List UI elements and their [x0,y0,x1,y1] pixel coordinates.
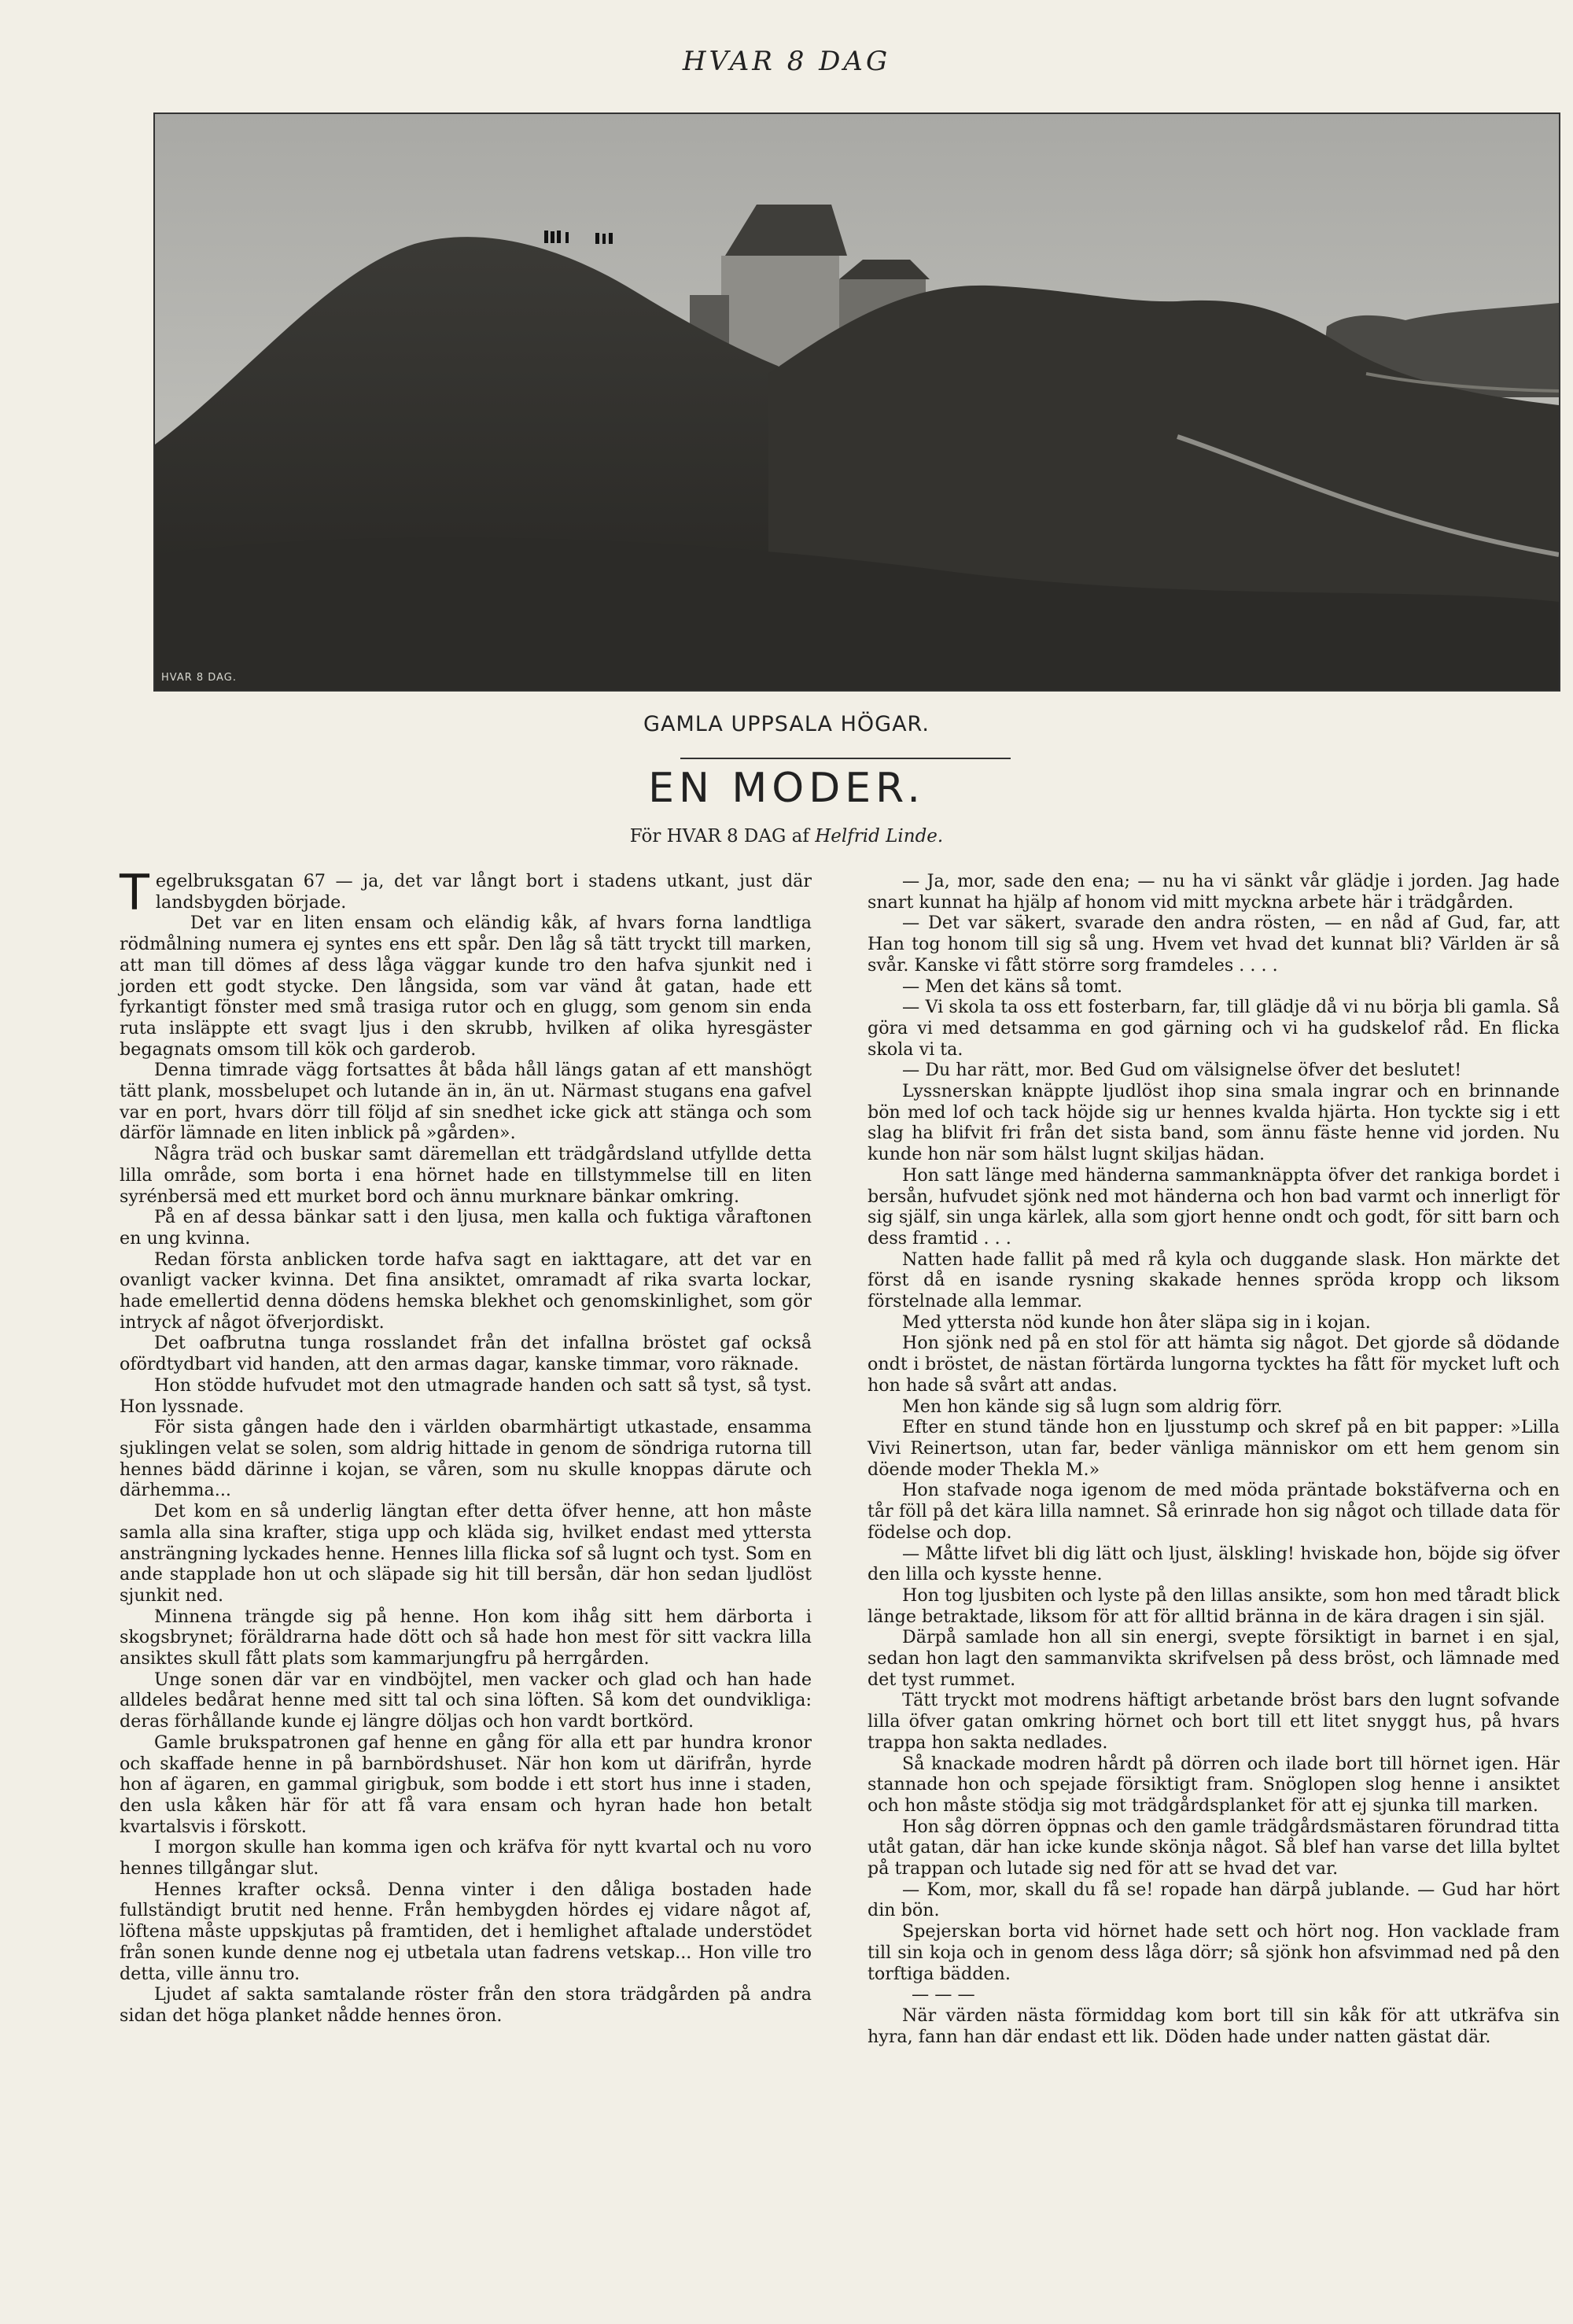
section-separator: — — — [912,1984,975,2005]
paragraph: Därpå samlade hon all sin energi, svepte försiktigt in barnet i en sjal, sedan hon lagt den sammanvikta skrifvelsen på dess bröst, och lämnade med det tyst rummet. [868,1627,1560,1690]
paragraph: Hon sjönk ned på en stol för att hämta sig något. Det gjorde så dödande ondt i bröstet, de nästan förtärda lungorna tycktes ha fått för mycket luft och hon hade så svårt att andas. [868,1333,1560,1396]
paragraph: Natten hade fallit på med rå kyla och duggande slask. Hon märkte det först då en isande rysning skakade hennes spröda kropp och liksom förstelnade alla lemmar. [868,1249,1560,1312]
title-rule [680,758,1011,759]
paragraph: Hon såg dörren öppnas och den gamle trädgårdsmästaren förundrad titta utåt gatan, där han icke kunde skönja något. Så blef han varse det lilla byltet på trappan och lutade sig ned för att se hvad det var. [868,1816,1560,1879]
paragraph: — Ja, mor, sade den ena; — nu ha vi sänkt vår glädje i jorden. Jag hade snart kunnat ha hjälp af honom vid mitt myckna arbete här i trädgården. [868,871,1560,913]
paragraph: Några träd och buskar samt däremellan ett trädgårdsland utfyllde detta lilla område, som borta i ena hörnet hade en tillstymmelse till en liten syrénbersä med ett murket bord och ännu murknare bänkar omkring. [120,1144,812,1207]
paragraph: Hon satt länge med händerna sammanknäppta öfver det rankiga bordet i bersån, hufvudet sjönk ned mot händerna och hon bad varmt och innerligt för sig själf, sin unga kärlek, alla som gjort henne ondt och godt, för sitt barn och dess framtid . . . [868,1164,1560,1249]
drop-cap: T [120,864,149,921]
paragraph: — Men det käns så tomt. [902,976,1123,997]
paragraph: Denna timrade vägg fortsattes åt båda håll längs gatan af ett manshögt tätt plank, mossbelupet och lutande än in, än ut. Närmast stugans ena gafvel var en port, hvars dörr till följd af sin snedhet icke gick att stänga och som därför lämnade en liten inblick på »gården». [120,1060,812,1144]
paragraph: Det kom en så underlig längtan efter detta öfver henne, att hon måste samla alla sina krafter, stiga upp och kläda sig, hvilket endast med yttersta ansträngning lyckades henne. Hennes lilla flicka sof så lugnt och tyst. Som en ande stapplade hon ut och släpade sig hit till bersån, där hon sedan ljudlöst sjunkit ned. [120,1501,812,1606]
paragraph: Redan första anblicken torde hafva sagt en iakttagare, att det var en ovanligt vacker kvinna. Det fina ansiktet, omramadt af rika svarta lockar, hade emellertid denna dödens hemska blekhet och genomskinlighet, som gör intryck af något öfverjordiskt. [120,1249,812,1333]
paragraph: Minnena trängde sig på henne. Hon kom ihåg sitt hem därborta i skogsbrynet; föräldrarna hade dött och så hade hon mest för sitt vackra lilla ansiktes skull fått plats som kammarjungfru på herrgården. [120,1606,812,1669]
paragraph: Lyssnerskan knäppte ljudlöst ihop sina smala ingrar och en brinnande bön med lof och tack höjde sig ur hennes kvalda hjärta. Hon tyckte sig i ett slag ha blifvit fri från det sista band, som ännu fäste henne vid jorden. Nu kunde hon när som hälst lugnt skiljas hädan. [868,1081,1560,1165]
paragraph: På en af dessa bänkar satt i den ljusa, men kalla och fuktiga våraftonen en ung kvinna. [120,1207,812,1249]
article-title: EN MODER. [648,765,925,812]
byline-prefix: För HVAR 8 DAG af [629,826,809,847]
photo-credit: HVAR 8 DAG. [161,672,237,684]
paragraph: Spejerskan borta vid hörnet hade sett och hört nog. Hon vacklade fram till sin koja och in genom dess låga dörr; så sjönk hon afsvimmad ned på den torftiga bädden. [868,1921,1560,1984]
paragraph: Ljudet af sakta samtalande röster från den stora trädgården på andra sidan det höga planket nådde hennes öron. [120,1984,812,2026]
paragraph: Hon tog ljusbiten och lyste på den lillas ansikte, som hon med tåradt blick länge betraktade, liksom för att för alltid bränna in de kära dragen i sin själ. [868,1584,1560,1627]
paragraph: I morgon skulle han komma igen och kräfva för nytt kvartal och nu voro hennes tillgångar slut. [120,1837,812,1879]
photo-caption: GAMLA UPPSALA HÖGAR. [643,712,930,736]
paragraph: Unge sonen där var en vindböjtel, men vacker och glad och han hade alldeles bedårat henne med sitt tal och sina löften. Så kom det oundvikliga: deras förhållande kunde ej längre döljas och hon vardt bortkörd. [120,1669,812,1732]
paragraph: Gamle brukspatronen gaf henne en gång för alla ett par hundra kronor och skaffade henne in på barnbördshuset. När hon kom ut därifrån, hyrde hon af ägaren, en gammal girigbuk, som bodde i ett stort hus inne i staden, den usla kåken här för att få vara ensam och hyran hade hon betalt kvartalsvis i förskott. [120,1732,812,1837]
paragraph: Men hon kände sig så lugn som aldrig förr. [902,1396,1283,1417]
paragraph: — Det var säkert, svarade den andra rösten, — en nåd af Gud, far, att Han tog honom till sig så ung. Hvem vet hvad det kunnat bli? Världen är så svår. Kanske vi fått större sorg framdeles . . . . [868,913,1560,976]
byline-author: Helfrid Linde. [815,826,944,847]
paragraph: — Vi skola ta oss ett fosterbarn, far, till glädje då vi nu börja bli gamla. Så göra vi med detsamma en god gärning och vi ha gudskelof råd. En flicka skola vi ta. [868,997,1560,1060]
paragraph: Tegelbruksgatan 67 — ja, det var långt bort i stadens utkant, just där landsbygden började. [120,864,812,921]
byline [0,826,1573,847]
burial-mounds-image [155,114,1559,690]
paragraph: — Måtte lifvet bli dig lätt och ljust, älskling! hviskade hon, böjde sig öfver den lilla och kysste henne. [868,1543,1560,1585]
paragraph: Hon stafvade noga igenom de med möda präntade bokstäfverna och en tår föll på det kära lilla namnet. Så erinrade hon sig något och tillade data för födelse och dop. [868,1480,1560,1543]
paragraph: När värden nästa förmiddag kom bort till sin kåk för att utkräfva sin hyra, fann han där endast ett lik. Döden hade under natten gästat där. [868,2005,1560,2047]
paragraph: Tätt tryckt mot modrens häftigt arbetande bröst bars den lugnt sofvande lilla öfver gatan omkring hörnet och bort till ett litet snyggt hus, på hvars trappa hon sakta nedlades. [868,1690,1560,1753]
paragraph: Så knackade modren hårdt på dörren och ilade bort till hörnet igen. Här stannade hon och spejade försiktigt fram. Snöglopen slog henne i ansiktet och hon måste stödja sig mot trädgårdsplanket för att ej sjunka till marken. [868,1753,1560,1816]
right-column [868,871,1560,2047]
paragraph: Hennes krafter också. Denna vinter i den dåliga bostaden hade fullständigt brutit ned henne. Från hembygden hördes ej vidare något af, löftena måste uppskjutas på framtiden, det i hemlighet aftalade understödet från sonen kunde denne nog ej utbetala utan fadrens vetskap... Hon ville tro detta, ville ännu tro. [120,1879,812,1984]
paragraph: Efter en stund tände hon en ljusstump och skref på en bit papper: »Lilla Vivi Reinertson, utan far, beder vänliga människor om ett hem genom sin döende moder Thekla M.» [868,1417,1560,1480]
paragraph: Med yttersta nöd kunde hon åter släpa sig in i kojan. [902,1311,1371,1333]
paragraph: Det oafbrutna tunga rosslandet från det infallna bröstet gaf också ofördtydbart vid handen, att den armas dagar, kanske timmar, voro räknade. [120,1333,812,1375]
paragraph: Det var en liten ensam och eländig kåk, af hvars forna landtliga rödmålning numera ej syntes ens ett spår. Den låg så tätt tryckt till marken, att man till dömes af dess låga väggar kunde tro den hafva sjunkit ned i jorden ett godt stycke. Den långsida, som var vänd åt gatan, hade ett fyrkantigt fönster med små trasiga rutor och en glugg, som genom sin enda ruta insläppte ett svagt ljus i den skrubb, hvilken af olika hyresgäster begagnats omsom till kök och garderob. [120,913,812,1060]
paragraph: För sista gången hade den i världen obarmhärtigt utkastade, ensamma sjuklingen velat se solen, som aldrig hittade in genom de söndriga rutorna till hennes bädd därinne i kojan, se våren, som nu skulle knoppas därute och därhemma... [120,1417,812,1501]
running-head: HVAR 8 DAG [682,46,891,77]
paragraph: — Du har rätt, mor. Bed Gud om välsignelse öfver det beslutet! [902,1060,1462,1081]
landscape-photograph [153,113,1560,692]
paragraph: Hon stödde hufvudet mot den utmagrade handen och satt så tyst, så tyst. Hon lyssnade. [120,1374,812,1417]
left-column [120,864,812,2027]
paragraph: — Kom, mor, skall du få se! ropade han därpå jublande. — Gud har hört din bön. [868,1879,1560,1921]
